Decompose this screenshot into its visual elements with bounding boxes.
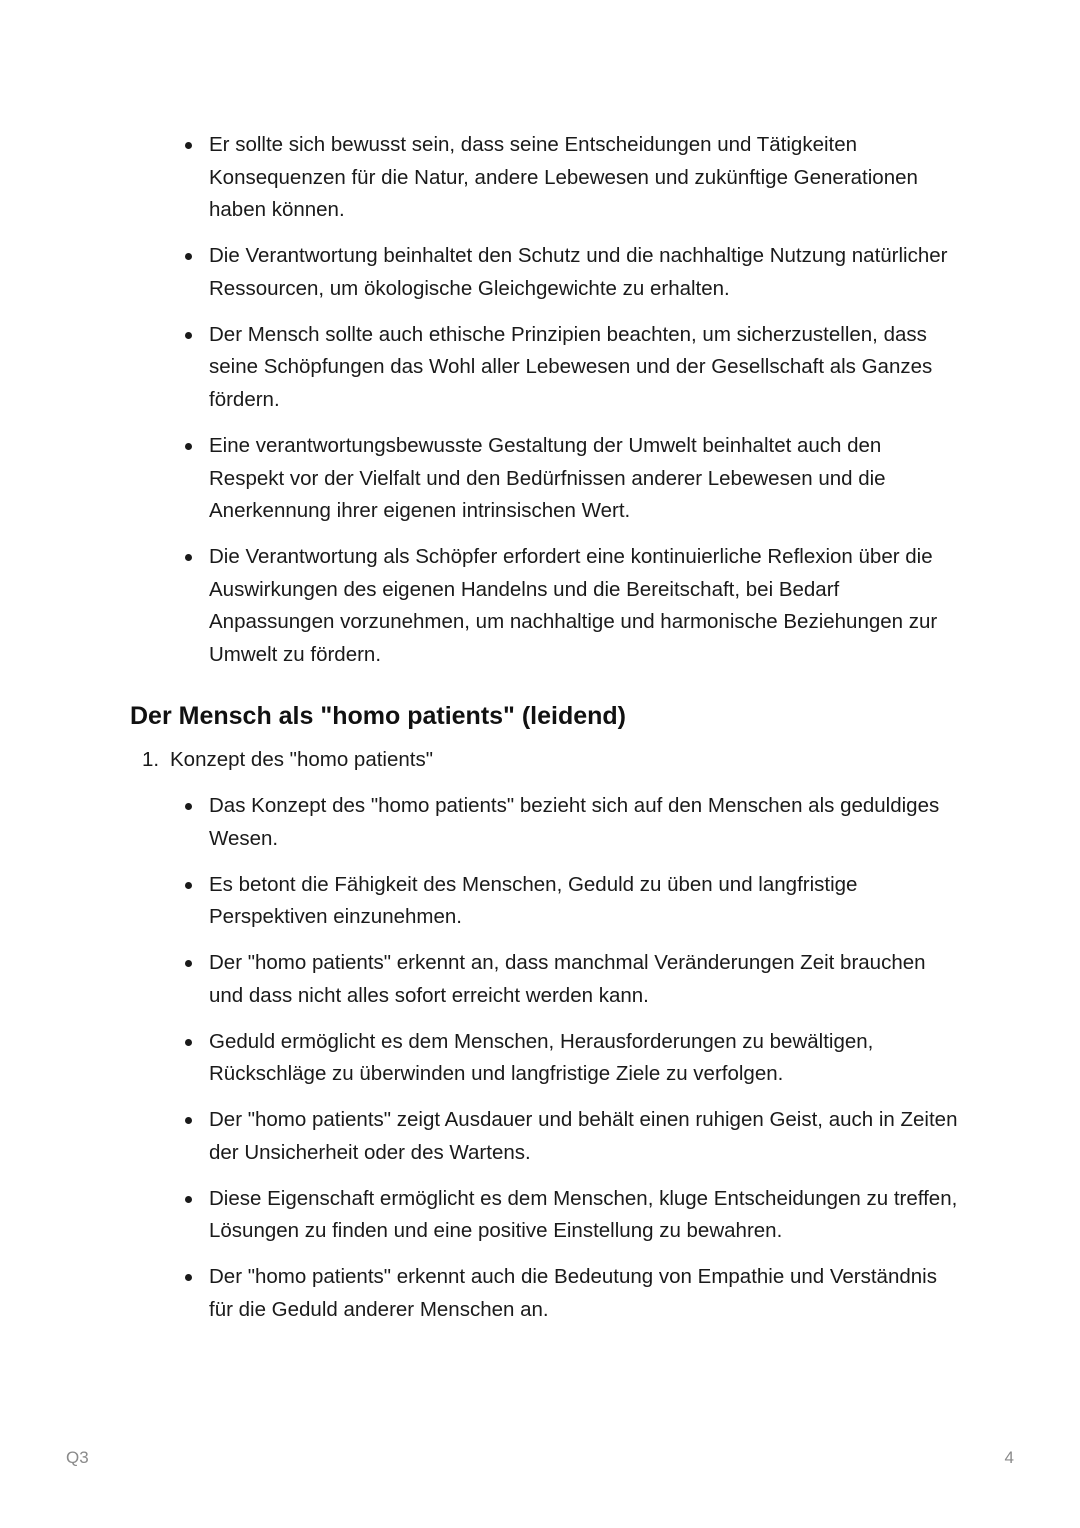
bullet-icon (185, 443, 192, 450)
list-item (209, 129, 960, 227)
list-item-text: Der "homo patients" erkennt an, dass manchmal Veränderungen Zeit brauchen und dass nicht alles sofort erreicht werden kann. (209, 951, 926, 1007)
list-item (209, 1026, 960, 1091)
bullet-icon (185, 332, 192, 339)
numbered-item (130, 744, 960, 776)
bullet-icon (185, 803, 192, 810)
section-heading: Der Mensch als "homo patients" (leidend) (130, 702, 627, 730)
bullet-icon (185, 1117, 192, 1124)
bullet-icon (185, 1039, 192, 1046)
list-item (209, 541, 960, 671)
list-item-text: Diese Eigenschaft ermöglicht es dem Menschen, kluge Entscheidungen zu treffen, Lösungen zu finden und eine positive Einstellung zu bewahren. (209, 1186, 958, 1243)
list-item-text: Der Mensch sollte auch ethische Prinzipien beachten, um sicherzustellen, dass seine Schöpfungen das Wohl aller Lebewesen und der Gesellschaft als Ganzes fördern. (209, 322, 933, 411)
list-item-text: Es betont die Fähigkeit des Menschen, Geduld zu üben und langfristige Perspektiven einzunehmen. (209, 872, 858, 929)
list-item (209, 1104, 960, 1169)
bullet-icon (185, 554, 192, 561)
bullet-icon (185, 960, 192, 967)
list-item (209, 947, 960, 1012)
list-item (209, 319, 960, 417)
page-number: 4 (1004, 1448, 1014, 1467)
numbered-item-number: 1. (142, 748, 160, 771)
list-item (209, 430, 960, 528)
list-item (209, 1183, 960, 1248)
list-item (209, 1261, 960, 1326)
top-bullet-block (130, 129, 960, 685)
list-item (209, 240, 960, 305)
homo-patients-section (130, 698, 960, 1340)
footer-label: Q3 (66, 1448, 89, 1467)
list-item-text: Der "homo patients" zeigt Ausdauer und behält einen ruhigen Geist, auch in Zeiten der Unsicherheit oder des Wartens. (209, 1108, 958, 1164)
list-item-text: Eine verantwortungsbewusste Gestaltung der Umwelt beinhaltet auch den Respekt vor der Vielfalt und den Bedürfnissen anderer Lebewesen und die Anerkennung ihrer eigenen intrinsischen Wert. (209, 433, 886, 523)
section-bullet-list (130, 790, 960, 1327)
bullet-icon (185, 882, 192, 889)
bullet-icon (185, 142, 192, 149)
list-item-text: Der "homo patients" erkennt auch die Bedeutung von Empathie und Verständnis für die Geduld anderer Menschen an. (209, 1265, 937, 1322)
top-bullet-list (130, 129, 960, 671)
list-item (209, 790, 960, 855)
list-item-text: Die Verantwortung beinhaltet den Schutz und die nachhaltige Nutzung natürlicher Ressourcen, um ökologische Gleichgewichte zu erhalten. (209, 244, 948, 300)
numbered-item-label: Konzept des "homo patients" (170, 748, 433, 771)
list-item (209, 869, 960, 934)
list-item-text: Das Konzept des "homo patients" bezieht sich auf den Menschen als geduldiges Wesen. (209, 794, 940, 850)
list-item-text: Die Verantwortung als Schöpfer erfordert eine kontinuierliche Reflexion über die Auswirkungen des eigenen Handelns und die Bereitschaft, bei Bedarf Anpassungen vorzunehmen, um nachhaltige und harmonische Beziehungen zur Umwelt zu fördern. (209, 545, 938, 666)
bullet-icon (185, 1196, 192, 1203)
list-item-text: Geduld ermöglicht es dem Menschen, Herausforderungen zu bewältigen, Rückschläge zu überwinden und langfristige Ziele zu verfolgen. (209, 1029, 874, 1086)
bullet-icon (185, 1274, 192, 1281)
bullet-icon (185, 253, 192, 260)
list-item-text: Er sollte sich bewusst sein, dass seine Entscheidungen und Tätigkeiten Konsequenzen für die Natur, andere Lebewesen und zukünftige Generationen haben können. (209, 133, 918, 222)
